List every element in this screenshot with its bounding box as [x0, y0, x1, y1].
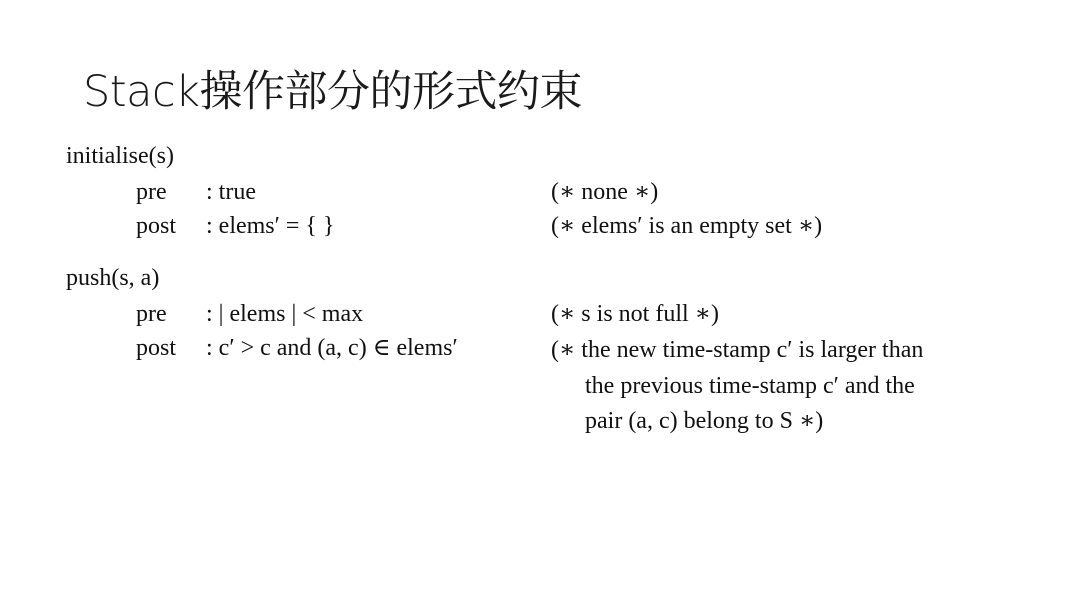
- initialise-signature: initialise(s): [66, 143, 174, 169]
- push-pre-comment: (∗ s is not full ∗): [551, 301, 719, 327]
- push-post-comment-line-2: the previous time-stamp c′ and the: [585, 373, 915, 399]
- initialise-pre-label: pre: [136, 179, 167, 205]
- initialise-pre-comment: (∗ none ∗): [551, 179, 659, 205]
- push-post-expr: : c′ > c and (a, c) ∈ elems′: [206, 335, 458, 361]
- slide-title: Stack操作部分的形式约束: [83, 67, 583, 117]
- initialise-post-label: post: [136, 213, 177, 239]
- push-post-label: post: [136, 335, 177, 361]
- push-post-comment-line-3: pair (a, c) belong to S ∗): [585, 408, 824, 434]
- initialise-post-expr: : elems′ = { }: [206, 213, 335, 239]
- push-pre-label: pre: [136, 301, 167, 327]
- push-post-comment-line-1: (∗ the new time-stamp c′ is larger than: [551, 337, 924, 363]
- initialise-post-comment: (∗ elems′ is an empty set ∗): [551, 213, 823, 239]
- initialise-pre-expr: : true: [206, 179, 256, 205]
- push-signature: push(s, a): [66, 265, 160, 291]
- push-pre-expr: : | elems | < max: [206, 301, 364, 327]
